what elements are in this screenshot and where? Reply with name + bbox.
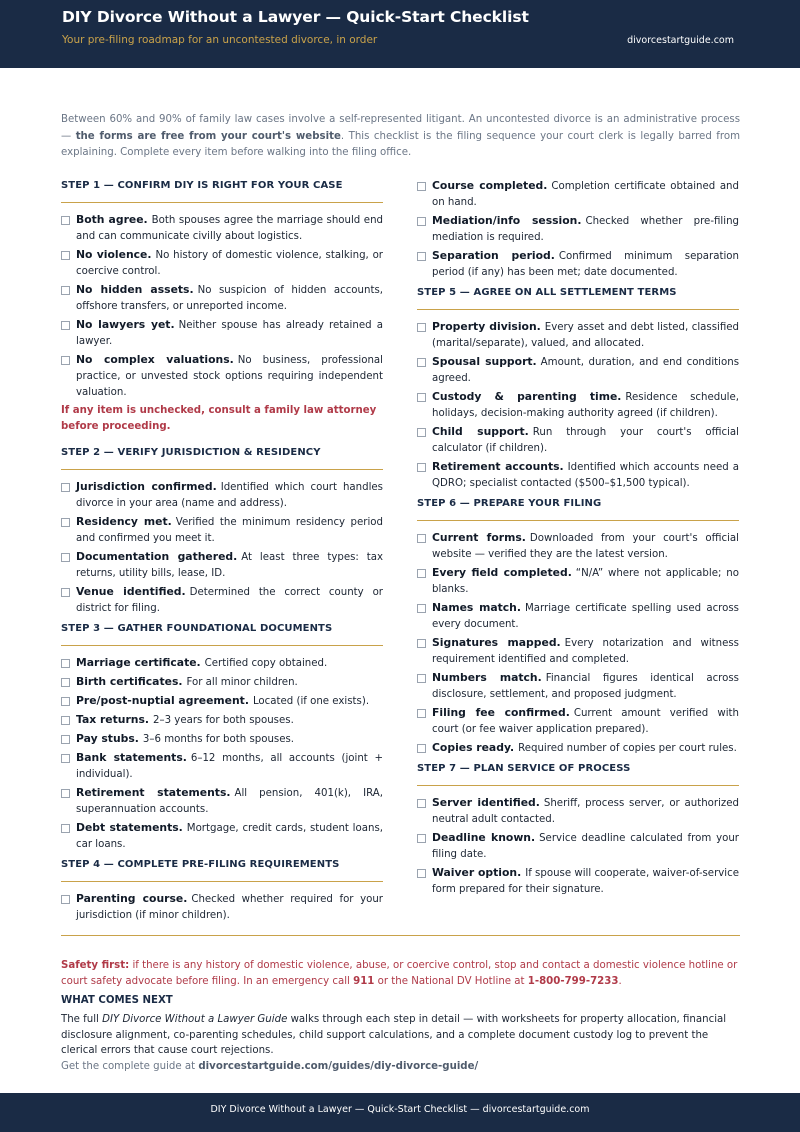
item-label: Birth certificates. bbox=[76, 675, 183, 688]
item-label: Pre/post-nuptial agreement. bbox=[76, 694, 249, 707]
item-text: No suspicion of hidden accounts, offshore transfers, or unreported income. bbox=[76, 285, 383, 312]
item-text: Amount, duration, and end conditions agreed. bbox=[432, 357, 739, 384]
item-text: 6–12 months, all accounts (joint + individual). bbox=[76, 753, 383, 780]
item-text: No business, professional practice, or unvested stock options requiring independent valuation. bbox=[76, 355, 384, 398]
item-text: For all minor children. bbox=[186, 677, 298, 688]
step-title: STEP 6 — PREPARE YOUR FILING bbox=[417, 496, 739, 521]
checkbox[interactable] bbox=[61, 321, 70, 330]
checklist-item bbox=[61, 731, 383, 748]
checklist-item bbox=[417, 213, 739, 246]
left-column bbox=[61, 178, 383, 928]
checkbox[interactable] bbox=[61, 588, 70, 597]
checkbox[interactable] bbox=[61, 216, 70, 225]
checklist-item bbox=[417, 354, 739, 387]
page-footer bbox=[0, 1093, 800, 1132]
item-text: Both spouses agree the marriage should end and can communicate civilly about logistics. bbox=[76, 215, 383, 242]
checkbox[interactable] bbox=[61, 356, 70, 365]
step-title: STEP 1 — CONFIRM DIY IS RIGHT FOR YOUR CASE bbox=[61, 178, 383, 203]
checklist-item bbox=[61, 514, 383, 547]
item-text: Residence schedule, holidays, decision-making authority agreed (if children). bbox=[432, 392, 739, 419]
step-section bbox=[61, 857, 383, 924]
checkbox[interactable] bbox=[417, 799, 426, 808]
right-column bbox=[417, 178, 739, 902]
item-text: Financial figures identical across disclosure, settlement, and proposed judgment. bbox=[432, 673, 739, 700]
item-text: Marriage certificate spelling used across every document. bbox=[432, 603, 739, 630]
checkbox[interactable] bbox=[61, 483, 70, 492]
item-label: Parenting course. bbox=[76, 892, 188, 905]
item-text: Completion certificate obtained and on hand. bbox=[432, 181, 739, 208]
checklist-item bbox=[417, 600, 739, 633]
page-subtitle: Your pre-filing roadmap for an uncontested divorce, in order bbox=[62, 34, 378, 46]
checklist-item bbox=[417, 389, 739, 422]
item-text: If spouse will cooperate, waiver-of-service form prepared for their signature. bbox=[432, 868, 739, 895]
safety-notice: Safety first: if there is any history of domestic violence, abuse, or coercive control, stop and contact a domestic violence hotline or court safety advocate before filing. In an emergency call 911 or the National DV Hotline at 1-800-799-7233. bbox=[61, 960, 738, 987]
checklist-item bbox=[61, 785, 383, 818]
checklist-item bbox=[417, 705, 739, 738]
item-label: Deadline known. bbox=[432, 831, 536, 844]
item-label: Tax returns. bbox=[76, 713, 150, 726]
page-header bbox=[0, 0, 800, 68]
checklist-item bbox=[61, 820, 383, 853]
checklist-item bbox=[61, 479, 383, 512]
item-label: Numbers match. bbox=[432, 671, 542, 684]
item-text: All pension, 401(k), IRA, superannuation accounts. bbox=[76, 788, 383, 815]
step-title: STEP 4 — COMPLETE PRE-FILING REQUIREMENTS bbox=[61, 857, 383, 882]
item-label: Bank statements. bbox=[76, 751, 187, 764]
guide-link-line: Get the complete guide at divorcestartguide.com/guides/diy-divorce-guide/ bbox=[61, 1061, 479, 1072]
item-label: Filing fee confirmed. bbox=[432, 706, 570, 719]
item-label: Pay stubs. bbox=[76, 732, 139, 745]
step-title: STEP 7 — PLAN SERVICE OF PROCESS bbox=[417, 761, 739, 786]
item-label: Custody & parenting time. bbox=[432, 390, 622, 403]
item-label: No lawyers yet. bbox=[76, 318, 175, 331]
step-title: STEP 2 — VERIFY JURISDICTION & RESIDENCY bbox=[61, 445, 383, 470]
item-text: Determined the correct county or district for filing. bbox=[76, 587, 383, 614]
item-text: Checked whether required for your jurisdiction (if minor children). bbox=[76, 894, 383, 921]
checkbox[interactable] bbox=[61, 518, 70, 527]
checkbox[interactable] bbox=[417, 569, 426, 578]
intro-emphasis: the forms are free from your court's website bbox=[75, 130, 341, 142]
item-text: Certified copy obtained. bbox=[204, 658, 328, 669]
item-text: Neither spouse has already retained a lawyer. bbox=[76, 320, 383, 347]
checklist-item bbox=[61, 693, 383, 710]
step-section bbox=[417, 761, 739, 898]
item-label: No complex valuations. bbox=[76, 353, 234, 366]
step-section bbox=[61, 445, 383, 617]
item-label: Names match. bbox=[432, 601, 521, 614]
item-label: No hidden assets. bbox=[76, 283, 194, 296]
page-title: DIY Divorce Without a Lawyer — Quick-Start Checklist bbox=[62, 8, 529, 26]
checkbox[interactable] bbox=[61, 735, 70, 744]
checklist-item bbox=[61, 891, 383, 924]
item-text: Confirmed minimum separation period (if any) has been met; date documented. bbox=[432, 251, 739, 278]
item-label: Separation period. bbox=[432, 249, 555, 262]
item-label: No violence. bbox=[76, 248, 152, 261]
item-text: Located (if one exists). bbox=[252, 696, 370, 707]
checkbox[interactable] bbox=[417, 534, 426, 543]
item-label: Property division. bbox=[432, 320, 541, 333]
section-divider bbox=[61, 935, 740, 936]
checklist-item bbox=[417, 865, 739, 898]
checkbox[interactable] bbox=[417, 709, 426, 718]
checklist-item bbox=[417, 635, 739, 668]
checklist-item bbox=[61, 655, 383, 672]
guide-name: DIY Divorce Without a Lawyer Guide bbox=[102, 1014, 288, 1025]
item-label: Residency met. bbox=[76, 515, 172, 528]
item-label: Server identified. bbox=[432, 796, 540, 809]
checkbox[interactable] bbox=[417, 323, 426, 332]
checkbox[interactable] bbox=[417, 358, 426, 367]
item-text: 3–6 months for both spouses. bbox=[142, 734, 295, 745]
item-text: Required number of copies per court rules. bbox=[518, 743, 737, 754]
item-label: Venue identified. bbox=[76, 585, 186, 598]
guide-link[interactable]: divorcestartguide.com/guides/diy-divorce-guide/ bbox=[198, 1061, 479, 1072]
checkbox[interactable] bbox=[61, 754, 70, 763]
checklist-item bbox=[61, 247, 383, 280]
checklist-item bbox=[417, 670, 739, 703]
item-label: Waiver option. bbox=[432, 866, 522, 879]
item-label: Jurisdiction confirmed. bbox=[76, 480, 217, 493]
step-section-continued bbox=[417, 178, 739, 281]
checkbox[interactable] bbox=[61, 789, 70, 798]
checkbox[interactable] bbox=[61, 697, 70, 706]
checklist-item bbox=[61, 352, 383, 401]
item-label: Retirement accounts. bbox=[432, 460, 564, 473]
checkbox[interactable] bbox=[61, 824, 70, 833]
checklist-item bbox=[61, 212, 383, 245]
item-label: Retirement statements. bbox=[76, 786, 231, 799]
checkbox[interactable] bbox=[417, 252, 426, 261]
checklist-item bbox=[417, 178, 739, 211]
step-section bbox=[61, 621, 383, 853]
item-text: “N/A” where not applicable; no blanks. bbox=[432, 568, 739, 595]
checkbox[interactable] bbox=[417, 834, 426, 843]
item-text: Sheriff, process server, or authorized neutral adult contacted. bbox=[432, 798, 739, 825]
checkbox[interactable] bbox=[61, 678, 70, 687]
item-text: Every notarization and witness requirement identified and completed. bbox=[432, 638, 739, 665]
item-text: No history of domestic violence, stalking, or coercive control. bbox=[76, 250, 383, 277]
checklist-item bbox=[61, 712, 383, 729]
checklist-item bbox=[417, 740, 739, 757]
next-section-body: The full DIY Divorce Without a Lawyer Guide walks through each step in detail — with worksheets for property allocation, financial disclosure alignment, co-parenting schedules, child support calculations, and a complete document custody log to prevent the clerical errors that cause court rejections. bbox=[61, 1014, 727, 1056]
item-label: Both agree. bbox=[76, 213, 148, 226]
emergency-number: 911 bbox=[353, 976, 375, 987]
hotline-number: 1-800-799-7233 bbox=[527, 976, 619, 987]
item-text: Checked whether pre-filing mediation is required. bbox=[432, 216, 739, 243]
item-text: Run through your court's official calculator (if children). bbox=[432, 427, 740, 454]
checkbox[interactable] bbox=[417, 604, 426, 613]
checkbox[interactable] bbox=[417, 463, 426, 472]
item-text: Mortgage, credit cards, student loans, car loans. bbox=[76, 823, 383, 850]
item-text: Current amount verified with court (or fee waiver application prepared). bbox=[432, 708, 739, 735]
item-label: Spousal support. bbox=[432, 355, 537, 368]
checklist-item bbox=[61, 674, 383, 691]
item-text: Service deadline calculated from your filing date. bbox=[432, 833, 739, 860]
checkbox[interactable] bbox=[417, 217, 426, 226]
item-text: Identified which court handles divorce in your area (name and address). bbox=[76, 482, 383, 509]
checkbox[interactable] bbox=[417, 639, 426, 648]
checklist-item bbox=[417, 248, 739, 281]
item-text: Identified which accounts need a QDRO; specialist contacted ($500–$1,500 typical). bbox=[432, 462, 739, 489]
checkbox[interactable] bbox=[417, 744, 426, 753]
item-text: At least three types: tax returns, utility bills, lease, ID. bbox=[76, 552, 383, 579]
checkbox[interactable] bbox=[417, 674, 426, 683]
step-warning: If any item is unchecked, consult a family law attorney before proceeding. bbox=[61, 405, 377, 432]
item-label: Course completed. bbox=[432, 179, 548, 192]
checklist-item bbox=[61, 584, 383, 617]
item-label: Current forms. bbox=[432, 531, 526, 544]
item-label: Every field completed. bbox=[432, 566, 572, 579]
step-section bbox=[417, 285, 739, 492]
checkbox[interactable] bbox=[61, 659, 70, 668]
item-text: Every asset and debt listed, classified (marital/separate), valued, and allocated. bbox=[432, 322, 739, 349]
item-label: Mediation/info session. bbox=[432, 214, 582, 227]
checkbox[interactable] bbox=[61, 895, 70, 904]
item-label: Marriage certificate. bbox=[76, 656, 201, 669]
checklist-item bbox=[417, 319, 739, 352]
item-label: Signatures mapped. bbox=[432, 636, 561, 649]
item-text: 2–3 years for both spouses. bbox=[153, 715, 294, 726]
checkbox[interactable] bbox=[61, 286, 70, 295]
checklist-item bbox=[417, 830, 739, 863]
step-title: STEP 3 — GATHER FOUNDATIONAL DOCUMENTS bbox=[61, 621, 383, 646]
checkbox[interactable] bbox=[61, 251, 70, 260]
next-section-title: WHAT COMES NEXT bbox=[61, 995, 173, 1006]
item-text: Downloaded from your court's official website — verified they are the latest version. bbox=[432, 533, 739, 560]
step-section bbox=[61, 178, 383, 435]
checklist-item bbox=[61, 549, 383, 582]
checkbox[interactable] bbox=[417, 869, 426, 878]
checkbox[interactable] bbox=[417, 428, 426, 437]
checklist-item bbox=[61, 750, 383, 783]
item-label: Documentation gathered. bbox=[76, 550, 238, 563]
checklist-item bbox=[417, 530, 739, 563]
checklist-item bbox=[417, 459, 739, 492]
header-site-link[interactable]: divorcestartguide.com bbox=[627, 35, 734, 46]
checklist-item bbox=[61, 317, 383, 350]
checklist-item bbox=[61, 282, 383, 315]
checklist-item bbox=[417, 795, 739, 828]
checkbox[interactable] bbox=[61, 716, 70, 725]
checkbox[interactable] bbox=[417, 393, 426, 402]
step-section bbox=[417, 496, 739, 757]
checklist-item bbox=[417, 424, 739, 457]
checklist-item bbox=[417, 565, 739, 598]
footer-text: DIY Divorce Without a Lawyer — Quick-Start Checklist — divorcestartguide.com bbox=[210, 1104, 590, 1115]
intro-paragraph: Between 60% and 90% of family law cases involve a self-represented litigant. An uncontested divorce is an administrative process — the forms are free from your court's website. This checklist is the filing sequence your court clerk is legally barred from explaining. Complete every item before walking into the filing office. bbox=[61, 114, 740, 158]
item-label: Child support. bbox=[432, 425, 529, 438]
item-label: Debt statements. bbox=[76, 821, 183, 834]
item-text: Verified the minimum residency period and confirmed you meet it. bbox=[76, 517, 383, 544]
checkbox[interactable] bbox=[417, 182, 426, 191]
item-label: Copies ready. bbox=[432, 741, 515, 754]
step-title: STEP 5 — AGREE ON ALL SETTLEMENT TERMS bbox=[417, 285, 739, 310]
checkbox[interactable] bbox=[61, 553, 70, 562]
